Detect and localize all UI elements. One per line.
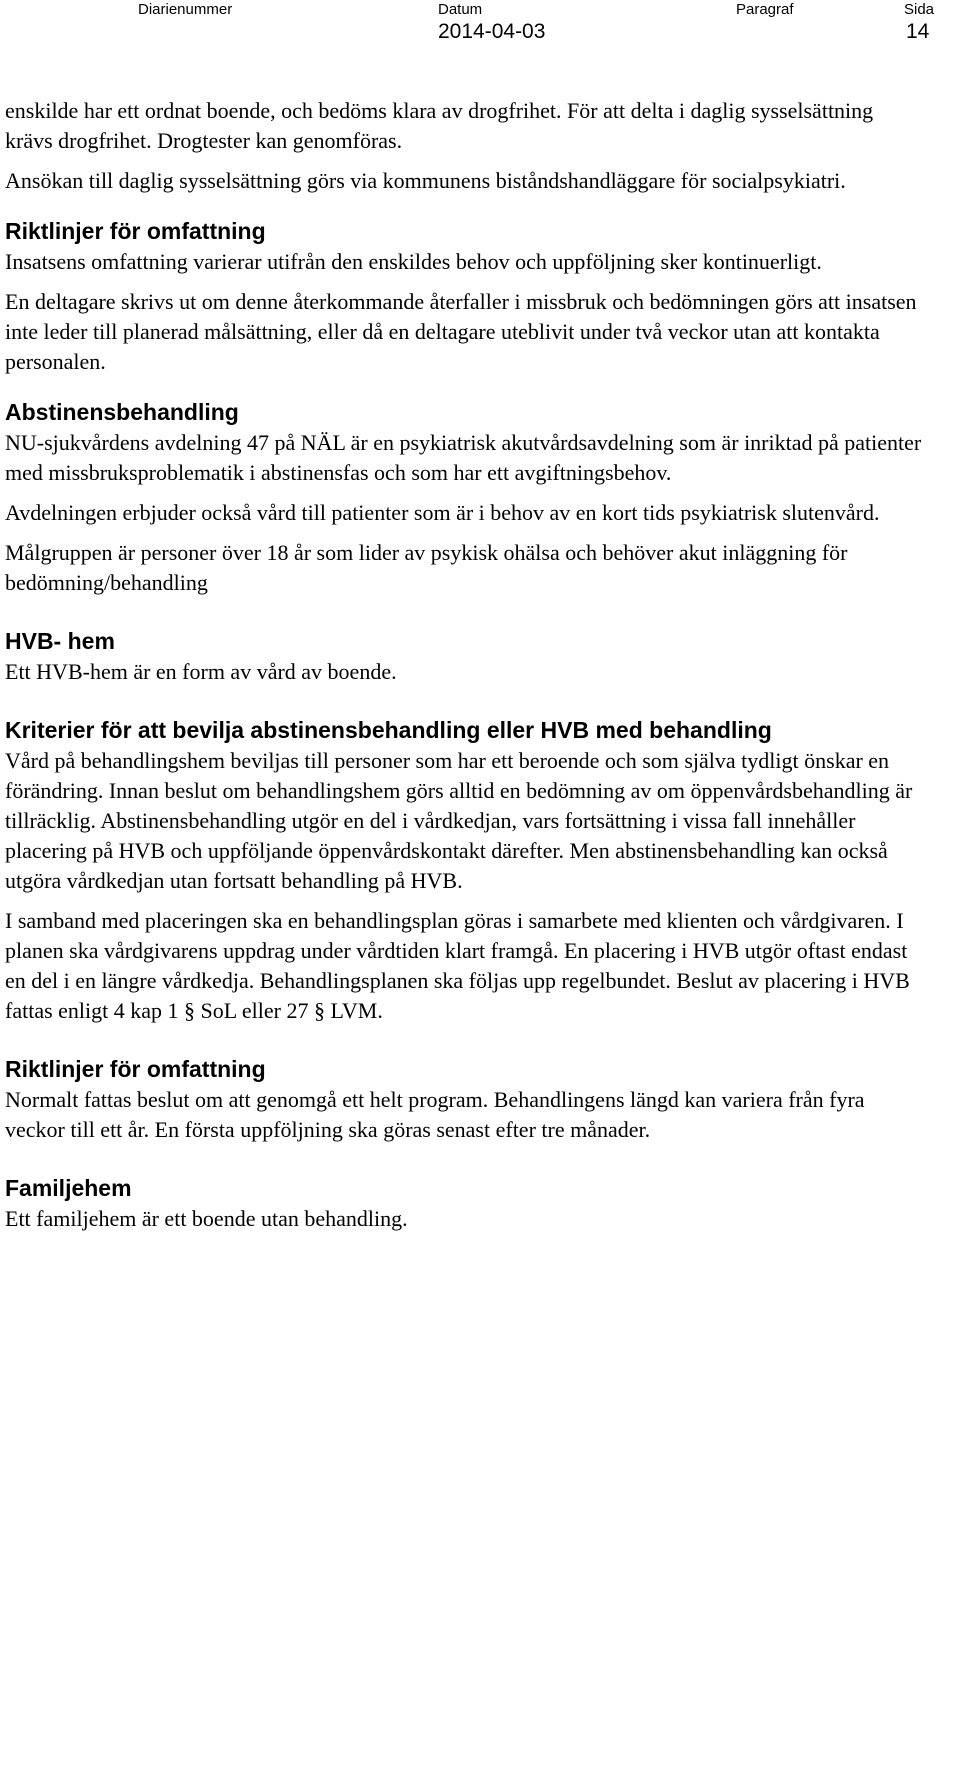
paragraph: Vård på behandlingshem beviljas till personer som har ett beroende och som själva tydligt önskar en förändring. Innan beslut om behandlingshem görs alltid en bedömning av om öppenvårdsbehandling är tillräcklig. Abstinensbehandling utgör en del i vårdkedjan, vars fortsättning i vissa fall innehåller placering på HVB och uppföljande öppenvårdskontakt därefter. Men abstinensbehandling kan också utgöra vårdkedjan utan fortsatt behandling på HVB.: [5, 748, 913, 893]
section-heading-riktlinjer: Riktlinjer för omfattning: [5, 1056, 266, 1082]
diarienummer-label: Diarienummer: [138, 1, 233, 18]
section-heading-riktlinjer: Riktlinjer för omfattning: [5, 218, 266, 244]
section-heading-hvb-hem: HVB- hem: [5, 628, 115, 654]
document-body: [5, 96, 925, 1234]
section-heading-familjehem: Familjehem: [5, 1175, 132, 1201]
paragraph: En deltagare skrivs ut om denne återkommande återfaller i missbruk och bedömningen görs att insatsen inte leder till planerad målsättning, eller då en deltagare uteblivit under två veckor utan att kontakta personalen.: [5, 289, 917, 374]
paragraph: Ett familjehem är ett boende utan behandling.: [5, 1206, 408, 1231]
paragraph: Normalt fattas beslut om att genomgå ett helt program. Behandlingens längd kan variera från fyra veckor till ett år. En första uppföljning ska göras senast efter tre månader.: [5, 1087, 865, 1142]
sida-label: Sida: [904, 1, 935, 18]
paragraph: Ett HVB-hem är en form av vård av boende.: [5, 659, 397, 684]
paragraf-label: Paragraf: [736, 1, 794, 18]
paragraph: I samband med placeringen ska en behandlingsplan göras i samarbete med klienten och vårdgivaren. I planen ska vårdgivarens uppdrag under vårdtiden klart framgå. En placering i HVB utgör oftast endast en del i en längre vårdkedja. Behandlingsplanen ska följas upp regelbundet. Beslut av placering i HVB fattas enligt 4 kap 1 § SoL eller 27 § LVM.: [5, 908, 910, 1023]
paragraph: Målgruppen är personer över 18 år som lider av psykisk ohälsa och behöver akut inläggning för bedömning/behandling: [5, 540, 848, 595]
paragraph: enskilde har ett ordnat boende, och bedöms klara av drogfrihet. För att delta i daglig sysselsättning krävs drogfrihet. Drogtester kan genomföras.: [5, 98, 874, 153]
section-heading-abstinensbehandling: Abstinensbehandling: [5, 399, 239, 425]
paragraph: Avdelningen erbjuder också vård till patienter som är i behov av en kort tids psykiatrisk slutenvård.: [5, 500, 880, 525]
paragraph: Insatsens omfattning varierar utifrån den enskildes behov och uppföljning sker kontinuerligt.: [5, 249, 822, 274]
section-heading-kriterier: Kriterier för att bevilja abstinensbehandling eller HVB med behandling: [5, 717, 772, 743]
sida-value: 14: [906, 20, 930, 43]
paragraph: Ansökan till daglig sysselsättning görs via kommunens biståndshandläggare för socialpsykiatri.: [5, 168, 846, 193]
paragraph: NU-sjukvårdens avdelning 47 på NÄL är en psykiatrisk akutvårdsavdelning som är inriktad på patienter med missbruksproblematik i abstinensfas och som har ett avgiftningsbehov.: [5, 430, 922, 485]
datum-value: 2014-04-03: [438, 20, 546, 43]
page-header: [0, 0, 960, 52]
datum-label: Datum: [438, 1, 483, 18]
